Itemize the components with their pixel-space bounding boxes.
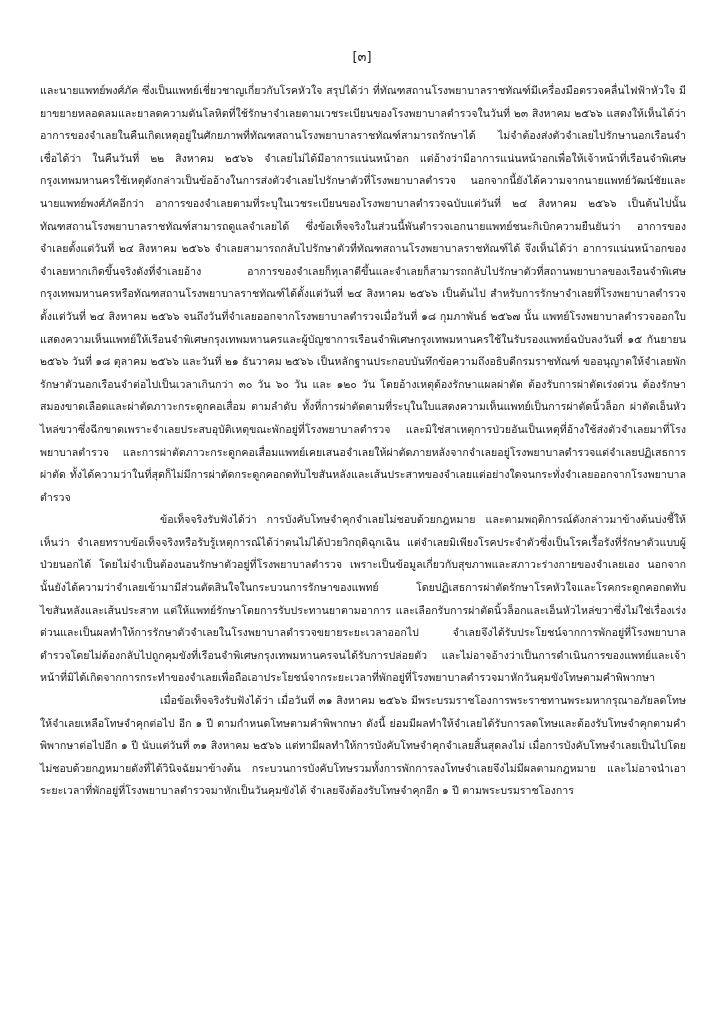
paragraph-1: และนายแพทย์พงศ์ภัค ซึ่งเป็นแพทย์เชี่ยวชาญเกี่ยวกับโรคหัวใจ สรุปได้ว่า ที่ทัณฑสถานโรงพยาบาลราชทัณฑ์มีเครื่องมือตรวจคลื่นไฟฟ้าหัวใจ มียาขยายหลอดลมและยาลดความดันโลหิตที่ใช้รักษาจำเลยตามเวชระเบียนของโรงพยาบาลตำรวจในวันที่ ๒๓ สิงหาคม ๒๕๖๖ แสดงให้เห็นได้ว่า อาการของจำเลยในคืนเกิดเหตุอยู่ในศักยภาพที่ทัณฑสถานโรงพยาบาลราชทัณฑ์สามารถรักษาได้ ไม่จำต้องส่งตัวจำเลยไปรักษานอกเรือนจำ เชื่อได้ว่า ในคืนวันที่ ๒๒ สิงหาคม ๒๕๖๖ จำเลยไม่ได้มีอาการแน่นหน้าอก แต่อ้างว่ามีอาการแน่นหน้าอกเพื่อให้เจ้าหน้าที่เรือนจำพิเศษกรุงเทพมหานครใช้เหตุดังกล่าวเป็นข้ออ้างในการส่งตัวจำเลยไปรักษาตัวที่โรงพยาบาลตำรวจ นอกจากนี้ยังได้ความจากนายแพทย์วัฒน์ชัยและนายแพทย์พงศ์ภัคอีกว่า อาการของจำเลยตามที่ระบุในเวชระเบียนของโรงพยาบาลตำรวจฉบับแต่วันที่ ๒๔ สิงหาคม ๒๕๖๖ เป็นต้นไปนั้น ทัณฑสถานโรงพยาบาลราชทัณฑ์สามารถดูแลจำเลยได้ ซึ่งข้อเท็จจริงในส่วนนี้พันตำรวจเอกนายแพทย์ชนะกิเบิกความยืนยันว่า อาการของจำเลยตั้งแต่วันที่ ๒๔ สิงหาคม ๒๕๖๖ จำเลยสามารถกลับไปรักษาตัวที่ทัณฑสถานโรงพยาบาลราชทัณฑ์ได้ จึงเห็นได้ว่า อาการแน่นหน้าอกของจำเลยหากเกิดขึ้นจริงดังที่จำเลยอ้าง อาการของจำเลยก็ทุเลาดีขึ้นและจำเลยก็สามารถกลับไปรักษาตัวที่สถานพยาบาลของเรือนจำพิเศษกรุงเทพมหานครหรือทัณฑสถานโรงพยาบาลราชทัณฑ์ได้ตั้งแต่วันที่ ๒๔ สิงหาคม ๒๕๖๖ เป็นต้นไป สำหรับการรักษาจำเลยที่โรงพยาบาลตำรวจตั้งแต่วันที่ ๒๔ สิงหาคม ๒๕๖๖ จนถึงวันที่จำเลยออกจากโรงพยาบาลตำรวจเมื่อวันที่ ๑๘ กุมภาพันธ์ ๒๕๖๗ นั้น แพทย์โรงพยาบาลตำรวจออกใบแสดงความเห็นแพทย์ให้เรือนจำพิเศษกรุงเทพมหานครและผู้บัญชาการเรือนจำพิเศษกรุงเทพมหานครใช้ในรับรองแพทย์ฉบับลงวันที่ ๑๕ กันยายน ๒๕๖๖ วันที่ ๑๘ ตุลาคม ๒๕๖๖ และวันที่ ๒๑ ธันวาคม ๒๕๖๖ เป็นหลักฐานประกอบบันทึกข้อความถึงอธิบดีกรมราชทัณฑ์ ขออนุญาตให้จำเลยพักรักษาตัวนอกเรือนจำต่อไปเป็นเวลาเกินกว่า ๓๐ วัน ๖๐ วัน และ ๑๒๐ วัน โดยอ้างเหตุต้องรักษาแผลผ่าตัด ต้องรับการผ่าตัดเร่งด่วน ต้องรักษาสมองขาดเลือดและผ่าตัดภาวะกระดูกคอเสื่อม ตามลำดับ ทั้งที่การผ่าตัดตามที่ระบุในใบแสดงความเห็นแพทย์เป็นการผ่าตัดนิ้วล็อก ผ่าตัดเอ็นหัวไหล่ขวาซึ่งฉีกขาดเพราะจำเลยประสบอุบัติเหตุขณะพักอยู่ที่โรงพยาบาลตำรวจ และมิใช่สาเหตุการป่วยอันเป็นเหตุที่อ้างใช้ส่งตัวจำเลยมาที่โรงพยาบาลตำรวจ และการผ่าตัดภาวะกระดูกคอเสื่อมแพทย์เคยเสนอจำเลยให้ผ่าตัดภายหลังจากจำเลยอยู่โรงพยาบาลตำรวจแต่จำเลยปฏิเสธการผ่าตัด ทั้งได้ความว่าในที่สุดก็ไม่มีการผ่าตัดกระดูกคอกดทับไขสันหลังและเส้นประสาทของจำเลยแต่อย่างใดจนกระทั่งจำเลยออกจากโรงพยาบาลตำรวจ [40,85,686,504]
page-number: [๓] [352,50,372,65]
document-body [40,80,686,803]
paragraph-2: ข้อเท็จจริงรับฟังได้ว่า การบังคับโทษจำคุกจำเลยไม่ชอบด้วยกฎหมาย และตามพฤติการณ์ดังกล่าวมาข้างต้นบ่งชี้ให้เห็นว่า จำเลยทราบข้อเท็จจริงหรือรับรู้เหตุการณ์ได้ว่าตนไม่ได้ป่วยวิกฤติฉุกเฉิน แต่จำเลยมิเพียงโรคประจำตัวซึ่งเป็นโรคเรื้อรังที่รักษาตัวแบบผู้ป่วยนอกได้ โดยไม่จำเป็นต้องนอนรักษาตัวอยู่ที่โรงพยาบาลตำรวจ เพราะเป็นข้อมูลเกี่ยวกับสุขภาพและสภาวะร่างกายของจำเลยเอง นอกจากนั้นยังได้ความว่าจำเลยเข้ามามีส่วนตัดสินใจในกระบวนการรักษาของแพทย์ โดยปฏิเสธการผ่าตัดรักษาโรคหัวใจและโรคกระดูกคอกดทับไขสันหลังและเส้นประสาท แต่ให้แพทย์รักษาโดยการรับประทานยาตามอาการ และเลือกรับการผ่าตัดนิ้วล็อกและเอ็นหัวไหล่ขวาซึ่งไม่ใช่เรื่องเร่งด่วนและเป็นผลทำให้การรักษาตัวจำเลยในโรงพยาบาลตำรวจขยายระยะเวลาออกไป จำเลยจึงได้รับประโยชน์จากการพักอยู่ที่โรงพยาบาลตำรวจโดยไม่ต้องกลับไปถูกคุมขังที่เรือนจำพิเศษกรุงเทพมหานครจนได้รับการปล่อยตัว และไม่อาจอ้างว่าเป็นการดำเนินการของแพทย์และเจ้าหน้าที่มิได้เกิดจากการกระทำของจำเลยเพื่อถือเอาประโยชน์จากระยะเวลาที่พักอยู่ที่โรงพยาบาลตำรวจมาหักวันคุมขังโทษตามคำพิพากษา [40,514,686,685]
paragraph-3: เมื่อข้อเท็จจริงรับฟังได้ว่า เมื่อวันที่ ๓๑ สิงหาคม ๒๕๖๖ มีพระบรมราชโองการพระราชทานพระมหากรุณาอภัยลดโทษให้จำเลยเหลือโทษจำคุกต่อไป อีก ๑ ปี ตามกำหนดโทษตามคำพิพากษา ดังนี้ ย่อมมีผลทำให้จำเลยได้รับการลดโทษและต้องรับโทษจำคุกตามคำพิพากษาต่อไปอีก ๑ ปี นับแต่วันที่ ๓๑ สิงหาคม ๒๕๖๖ แต่ทามีผลทำให้การบังคับโทษจำคุกจำเลยสิ้นสุดลงไม่ เมื่อการบังคับโทษจำเลยเป็นไปโดยไม่ชอบด้วยกฎหมายดังที่ได้วินิจฉัยมาข้างต้น กระบวนการบังคับโทษรวมทั้งการพักการลงโทษจำเลยจึงไม่มีผลตามกฎหมาย และไม่อาจนำเอาระยะเวลาที่พักอยู่ที่โรงพยาบาลตำรวจมาหักเป็นวันคุมขังได้ จำเลยจึงต้องรับโทษจำคุกอีก ๑ ปี ตามพระบรมราชโองการ [40,695,686,798]
